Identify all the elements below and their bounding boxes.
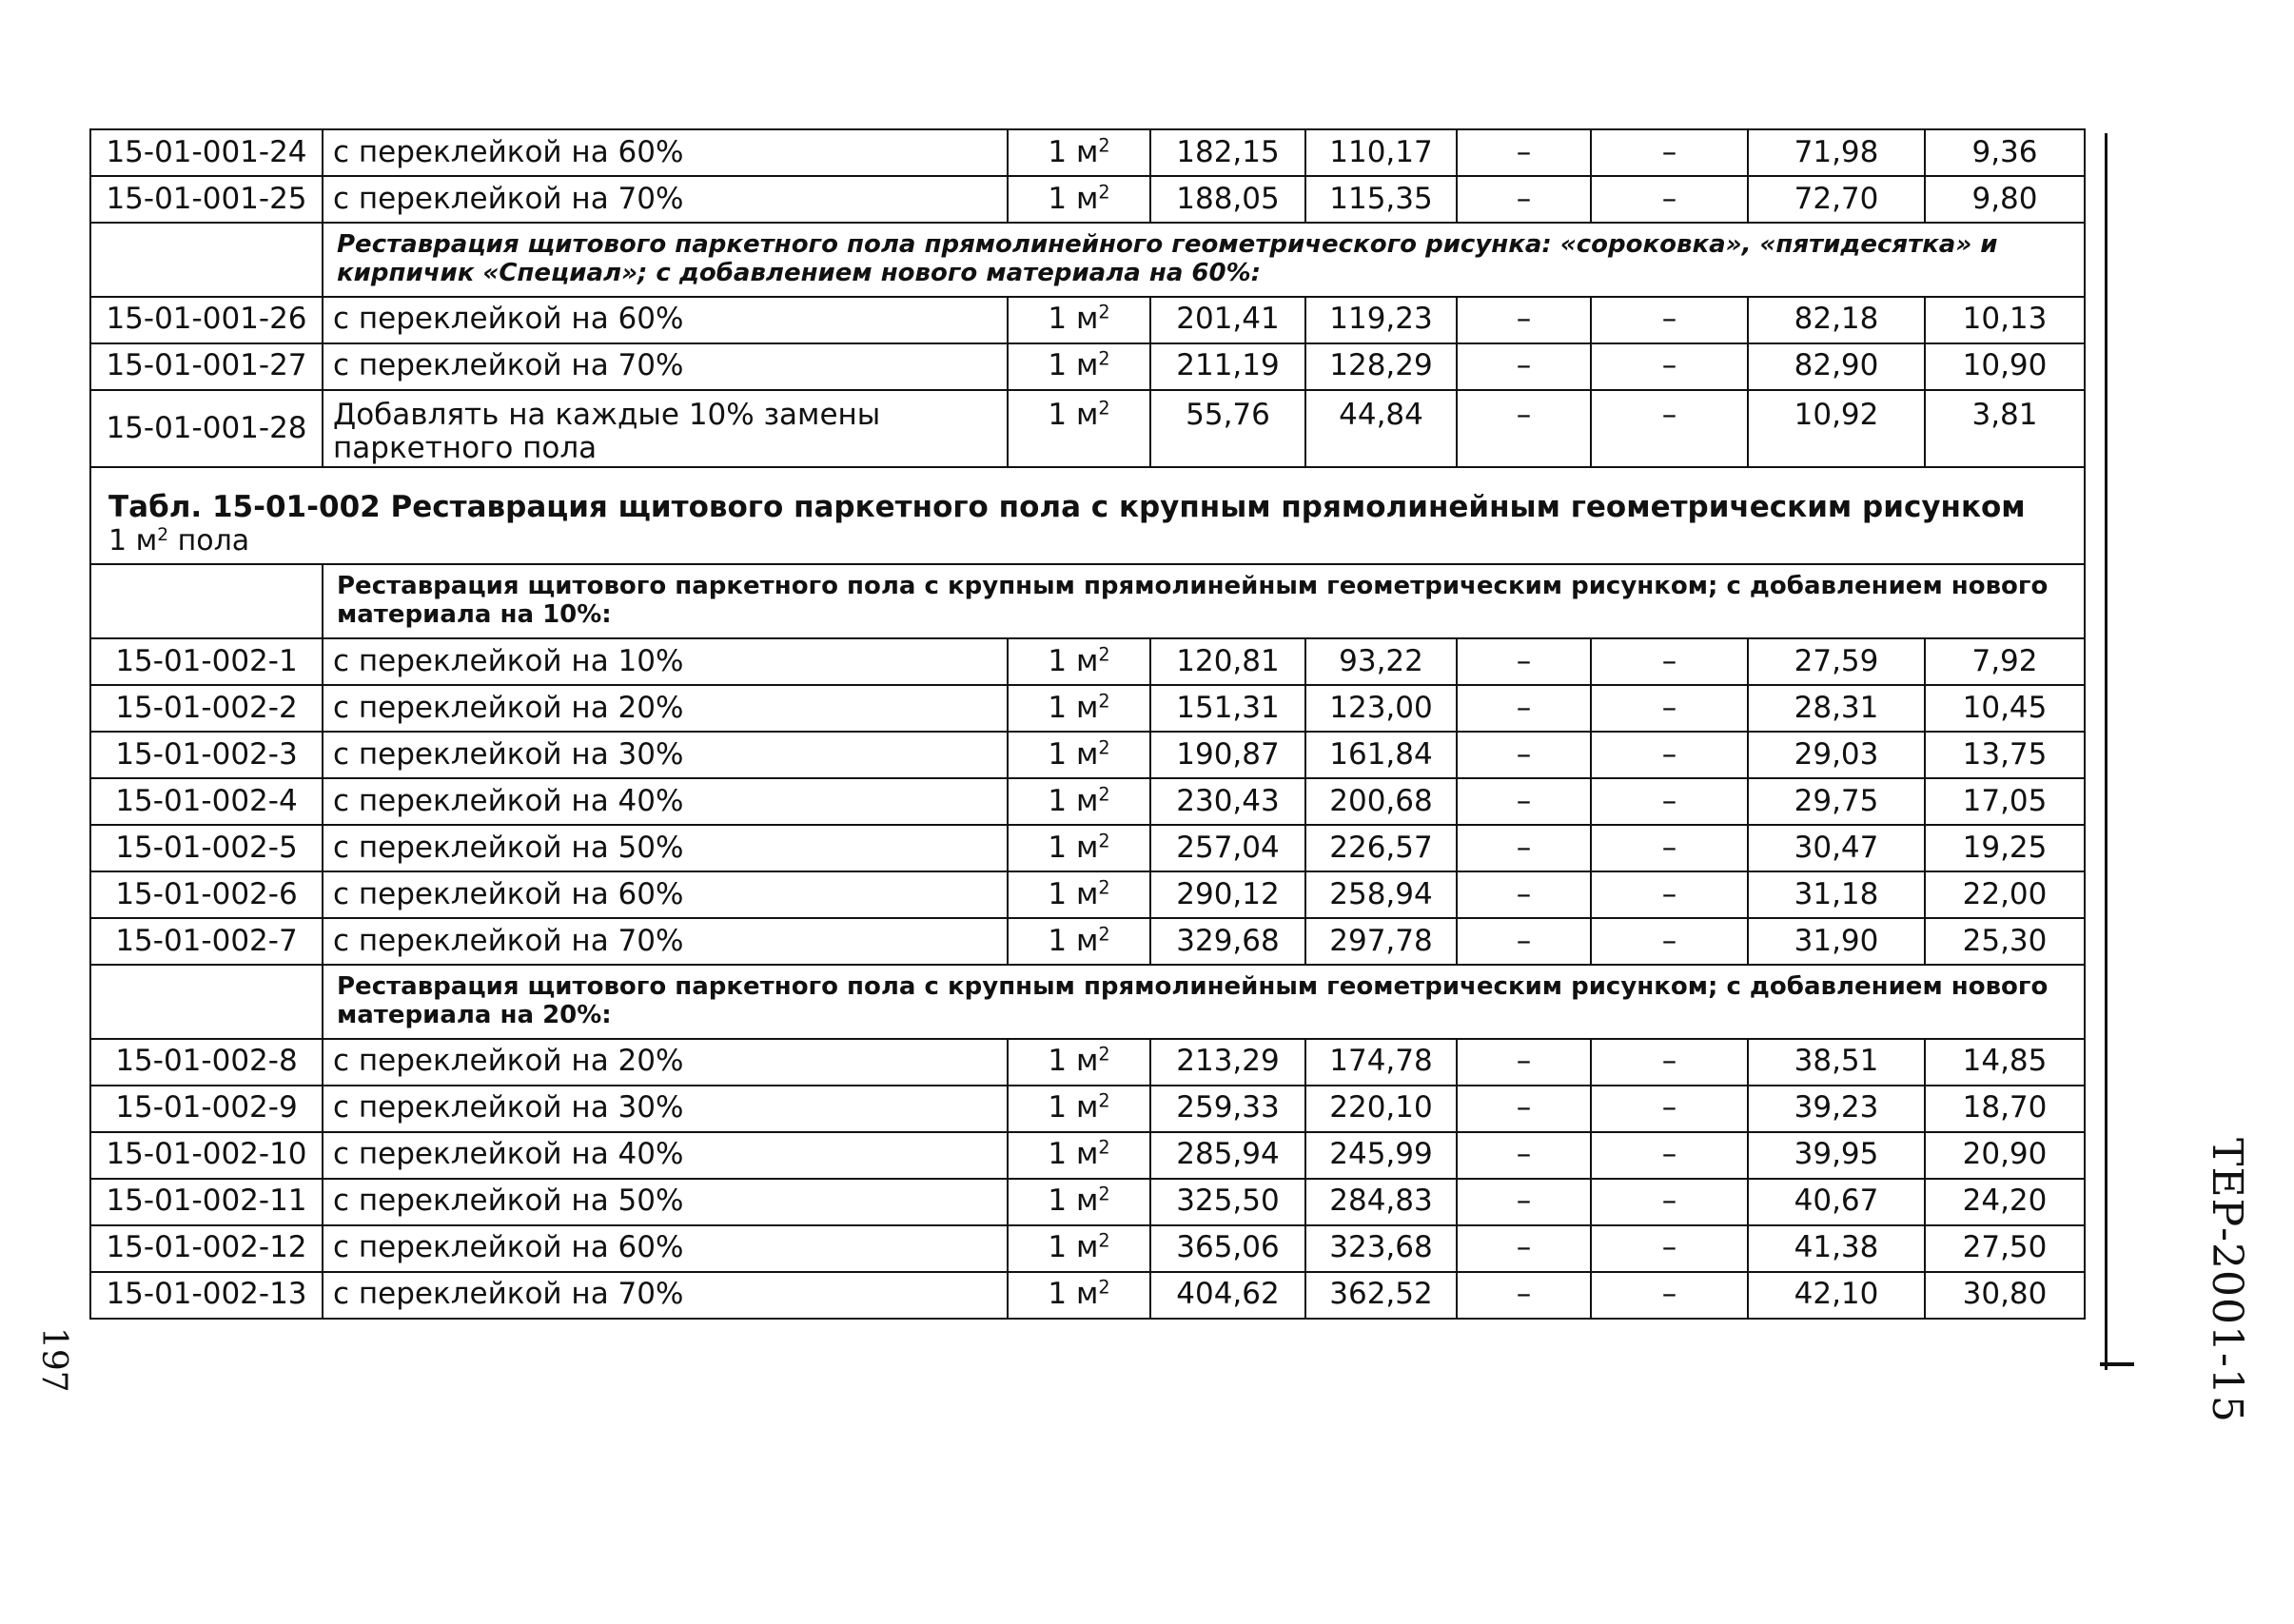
- price-table: [89, 128, 2086, 1320]
- unit-label: 1 м: [1048, 690, 1099, 725]
- section-heading: Реставрация щитового паркетного пола прямолинейного геометрического рисунка: «сороковка», «пятидесятка» и кирпичик «Специал»; с добавлением нового материала на 60%:: [323, 223, 2085, 297]
- unit-label: 1 м: [1048, 923, 1099, 958]
- materials-cost: 42,10: [1748, 1272, 1925, 1319]
- machinist-wages-dash: –: [1591, 176, 1748, 223]
- machine-cost-dash: –: [1457, 685, 1591, 732]
- unit-cell: [1008, 638, 1150, 685]
- table-row: [90, 390, 2085, 467]
- machinist-wages-dash: –: [1591, 1086, 1748, 1132]
- work-description: с переклейкой на 30%: [323, 1086, 1008, 1132]
- materials-cost: 31,90: [1748, 918, 1925, 965]
- work-description: с переклейкой на 50%: [323, 825, 1008, 871]
- materials-cost: 41,38: [1748, 1225, 1925, 1272]
- materials-cost: 39,23: [1748, 1086, 1925, 1132]
- work-description: с переклейкой на 70%: [323, 918, 1008, 965]
- direct-cost: 329,68: [1150, 918, 1305, 965]
- unit-cell: [1008, 1039, 1150, 1086]
- labor-hours: 19,25: [1925, 825, 2085, 871]
- work-description: с переклейкой на 40%: [323, 778, 1008, 825]
- machine-cost-dash: –: [1457, 871, 1591, 918]
- work-description: с переклейкой на 60%: [323, 297, 1008, 343]
- materials-cost: 82,18: [1748, 297, 1925, 343]
- unit-exponent: 2: [1098, 736, 1110, 759]
- labor-wages: 115,35: [1305, 176, 1457, 223]
- table-row: [90, 685, 2085, 732]
- unit-cell: [1008, 297, 1150, 343]
- machine-cost-dash: –: [1457, 918, 1591, 965]
- table-unit-exponent: 2: [157, 524, 169, 545]
- direct-cost: 120,81: [1150, 638, 1305, 685]
- machinist-wages-dash: –: [1591, 825, 1748, 871]
- labor-wages: 174,78: [1305, 1039, 1457, 1086]
- machinist-wages-dash: –: [1591, 343, 1748, 390]
- labor-hours: 30,80: [1925, 1272, 2085, 1319]
- section-heading: Реставрация щитового паркетного пола с крупным прямолинейным геометрическим рисунком; с добавлением нового материала на 20%:: [323, 965, 2085, 1039]
- materials-cost: 30,47: [1748, 825, 1925, 871]
- direct-cost: 285,94: [1150, 1132, 1305, 1179]
- unit-cell: [1008, 1086, 1150, 1132]
- direct-cost: 404,62: [1150, 1272, 1305, 1319]
- labor-hours: 20,90: [1925, 1132, 2085, 1179]
- unit-cell: [1008, 129, 1150, 176]
- labor-wages: 245,99: [1305, 1132, 1457, 1179]
- direct-cost: 188,05: [1150, 176, 1305, 223]
- labor-wages: 220,10: [1305, 1086, 1457, 1132]
- table-row: [90, 732, 2085, 778]
- labor-hours: 17,05: [1925, 778, 2085, 825]
- section-code-empty: [90, 223, 323, 297]
- unit-label: 1 м: [1048, 181, 1099, 216]
- labor-wages: 258,94: [1305, 871, 1457, 918]
- labor-wages: 284,83: [1305, 1179, 1457, 1225]
- machinist-wages-dash: –: [1591, 778, 1748, 825]
- labor-hours: 3,81: [1925, 390, 2085, 467]
- unit-exponent: 2: [1098, 1276, 1110, 1299]
- unit-label: 1 м: [1048, 783, 1099, 818]
- machine-cost-dash: –: [1457, 1086, 1591, 1132]
- direct-cost: 290,12: [1150, 871, 1305, 918]
- table-row: [90, 638, 2085, 685]
- machinist-wages-dash: –: [1591, 871, 1748, 918]
- direct-cost: 190,87: [1150, 732, 1305, 778]
- materials-cost: 27,59: [1748, 638, 1925, 685]
- labor-hours: 14,85: [1925, 1039, 2085, 1086]
- unit-label: 1 м: [1048, 348, 1099, 383]
- work-description: с переклейкой на 20%: [323, 685, 1008, 732]
- work-description: с переклейкой на 70%: [323, 1272, 1008, 1319]
- work-description: с переклейкой на 40%: [323, 1132, 1008, 1179]
- materials-cost: 72,70: [1748, 176, 1925, 223]
- labor-hours: 27,50: [1925, 1225, 2085, 1272]
- machinist-wages-dash: –: [1591, 1039, 1748, 1086]
- machinist-wages-dash: –: [1591, 1272, 1748, 1319]
- table-title-cell: [90, 467, 2085, 564]
- labor-hours: 9,80: [1925, 176, 2085, 223]
- labor-wages: 362,52: [1305, 1272, 1457, 1319]
- labor-hours: 25,30: [1925, 918, 2085, 965]
- machine-cost-dash: –: [1457, 1225, 1591, 1272]
- direct-cost: 151,31: [1150, 685, 1305, 732]
- unit-label: 1 м: [1048, 134, 1099, 169]
- labor-hours: 10,90: [1925, 343, 2085, 390]
- work-description: с переклейкой на 30%: [323, 732, 1008, 778]
- unit-cell: [1008, 1225, 1150, 1272]
- rate-code: 15-01-002-8: [90, 1039, 323, 1086]
- unit-exponent: 2: [1098, 690, 1110, 713]
- section-row: [90, 223, 2085, 297]
- labor-hours: 9,36: [1925, 129, 2085, 176]
- section-code-empty: [90, 564, 323, 638]
- work-description: с переклейкой на 70%: [323, 343, 1008, 390]
- unit-label: 1 м: [1048, 1277, 1099, 1312]
- unit-cell: [1008, 1132, 1150, 1179]
- unit-label: 1 м: [1048, 1044, 1099, 1079]
- table-row: [90, 1225, 2085, 1272]
- unit-cell: [1008, 825, 1150, 871]
- table-title-row: [90, 467, 2085, 564]
- unit-exponent: 2: [1098, 830, 1110, 852]
- unit-exponent: 2: [1098, 181, 1110, 204]
- rate-code: 15-01-002-1: [90, 638, 323, 685]
- direct-cost: 55,76: [1150, 390, 1305, 467]
- table-row: [90, 871, 2085, 918]
- table-title: Табл. 15-01-002 Реставрация щитового паркетного пола с крупным прямолинейным геометрическим рисунком: [108, 490, 2026, 525]
- unit-cell: [1008, 1179, 1150, 1225]
- work-description: с переклейкой на 70%: [323, 176, 1008, 223]
- labor-wages: 200,68: [1305, 778, 1457, 825]
- materials-cost: 10,92: [1748, 390, 1925, 467]
- machine-cost-dash: –: [1457, 176, 1591, 223]
- rate-code: 15-01-002-13: [90, 1272, 323, 1319]
- labor-wages: 323,68: [1305, 1225, 1457, 1272]
- machine-cost-dash: –: [1457, 1039, 1591, 1086]
- unit-exponent: 2: [1098, 783, 1110, 806]
- machinist-wages-dash: –: [1591, 732, 1748, 778]
- unit-cell: [1008, 685, 1150, 732]
- unit-exponent: 2: [1098, 876, 1110, 899]
- unit-cell: [1008, 732, 1150, 778]
- machine-cost-dash: –: [1457, 778, 1591, 825]
- materials-cost: 38,51: [1748, 1039, 1925, 1086]
- labor-wages: 44,84: [1305, 390, 1457, 467]
- unit-label: 1 м: [1048, 736, 1099, 772]
- unit-exponent: 2: [1098, 397, 1110, 420]
- unit-label: 1 м: [1048, 1230, 1099, 1265]
- rate-code: 15-01-001-27: [90, 343, 323, 390]
- labor-hours: 22,00: [1925, 871, 2085, 918]
- machine-cost-dash: –: [1457, 825, 1591, 871]
- machinist-wages-dash: –: [1591, 1225, 1748, 1272]
- materials-cost: 71,98: [1748, 129, 1925, 176]
- materials-cost: 82,90: [1748, 343, 1925, 390]
- table-row: [90, 778, 2085, 825]
- rate-code: 15-01-001-25: [90, 176, 323, 223]
- unit-exponent: 2: [1098, 347, 1110, 370]
- unit-exponent: 2: [1098, 1229, 1110, 1252]
- unit-label: 1 м: [1048, 397, 1099, 432]
- table-row: [90, 1039, 2085, 1086]
- table-measure-unit: [108, 525, 2074, 558]
- table-row: [90, 129, 2085, 176]
- labor-hours: 13,75: [1925, 732, 2085, 778]
- rate-code: 15-01-002-2: [90, 685, 323, 732]
- table-row: [90, 297, 2085, 343]
- unit-cell: [1008, 176, 1150, 223]
- unit-label: 1 м: [1048, 1090, 1099, 1125]
- unit-exponent: 2: [1098, 1136, 1110, 1159]
- rate-code: 15-01-002-3: [90, 732, 323, 778]
- machine-cost-dash: –: [1457, 297, 1591, 343]
- machine-cost-dash: –: [1457, 390, 1591, 467]
- machinist-wages-dash: –: [1591, 1179, 1748, 1225]
- machine-cost-dash: –: [1457, 1272, 1591, 1319]
- direct-cost: 230,43: [1150, 778, 1305, 825]
- labor-hours: 24,20: [1925, 1179, 2085, 1225]
- unit-exponent: 2: [1098, 301, 1110, 323]
- labor-wages: 119,23: [1305, 297, 1457, 343]
- labor-hours: 10,13: [1925, 297, 2085, 343]
- machine-cost-dash: –: [1457, 1179, 1591, 1225]
- labor-wages: 93,22: [1305, 638, 1457, 685]
- unit-label: 1 м: [1048, 830, 1099, 865]
- unit-cell: [1008, 390, 1150, 467]
- machine-cost-dash: –: [1457, 732, 1591, 778]
- work-description: с переклейкой на 60%: [323, 871, 1008, 918]
- unit-exponent: 2: [1098, 1089, 1110, 1112]
- rate-code: 15-01-002-9: [90, 1086, 323, 1132]
- section-row: [90, 564, 2085, 638]
- unit-label: 1 м: [1048, 1184, 1099, 1219]
- unit-cell: [1008, 871, 1150, 918]
- section-code-empty: [90, 965, 323, 1039]
- unit-exponent: 2: [1098, 923, 1110, 946]
- work-description: с переклейкой на 10%: [323, 638, 1008, 685]
- labor-wages: 226,57: [1305, 825, 1457, 871]
- direct-cost: 257,04: [1150, 825, 1305, 871]
- unit-cell: [1008, 343, 1150, 390]
- machinist-wages-dash: –: [1591, 638, 1748, 685]
- rate-code: 15-01-002-10: [90, 1132, 323, 1179]
- unit-cell: [1008, 1272, 1150, 1319]
- labor-wages: 128,29: [1305, 343, 1457, 390]
- table-unit-prefix: 1 м: [108, 523, 158, 558]
- labor-hours: 18,70: [1925, 1086, 2085, 1132]
- rate-code: 15-01-001-26: [90, 297, 323, 343]
- direct-cost: 365,06: [1150, 1225, 1305, 1272]
- section-row: [90, 965, 2085, 1039]
- unit-exponent: 2: [1098, 1043, 1110, 1066]
- table-row: [90, 918, 2085, 965]
- materials-cost: 29,03: [1748, 732, 1925, 778]
- table-row: [90, 1086, 2085, 1132]
- materials-cost: 31,18: [1748, 871, 1925, 918]
- rate-code: 15-01-001-28: [90, 390, 323, 467]
- materials-cost: 29,75: [1748, 778, 1925, 825]
- direct-cost: 201,41: [1150, 297, 1305, 343]
- machine-cost-dash: –: [1457, 343, 1591, 390]
- rate-code: 15-01-002-7: [90, 918, 323, 965]
- direct-cost: 182,15: [1150, 129, 1305, 176]
- direct-cost: 211,19: [1150, 343, 1305, 390]
- table-row: [90, 343, 2085, 390]
- table-body: [90, 129, 2085, 1319]
- unit-exponent: 2: [1098, 1183, 1110, 1205]
- rate-code: 15-01-002-5: [90, 825, 323, 871]
- labor-hours: 10,45: [1925, 685, 2085, 732]
- machinist-wages-dash: –: [1591, 685, 1748, 732]
- rate-code: 15-01-002-6: [90, 871, 323, 918]
- labor-wages: 297,78: [1305, 918, 1457, 965]
- machinist-wages-dash: –: [1591, 918, 1748, 965]
- unit-exponent: 2: [1098, 643, 1110, 666]
- rate-code: 15-01-002-4: [90, 778, 323, 825]
- margin-rule-tick: [2100, 1362, 2134, 1366]
- unit-exponent: 2: [1098, 134, 1110, 157]
- machinist-wages-dash: –: [1591, 129, 1748, 176]
- labor-wages: 161,84: [1305, 732, 1457, 778]
- table-row: [90, 176, 2085, 223]
- labor-wages: 110,17: [1305, 129, 1457, 176]
- labor-hours: 7,92: [1925, 638, 2085, 685]
- rate-code: 15-01-002-12: [90, 1225, 323, 1272]
- unit-cell: [1008, 918, 1150, 965]
- direct-cost: 325,50: [1150, 1179, 1305, 1225]
- direct-cost: 213,29: [1150, 1039, 1305, 1086]
- work-description: с переклейкой на 20%: [323, 1039, 1008, 1086]
- unit-label: 1 м: [1048, 876, 1099, 911]
- rate-code: 15-01-001-24: [90, 129, 323, 176]
- table-row: [90, 825, 2085, 871]
- work-description: с переклейкой на 60%: [323, 1225, 1008, 1272]
- table-row: [90, 1179, 2085, 1225]
- machine-cost-dash: –: [1457, 1132, 1591, 1179]
- unit-label: 1 м: [1048, 1137, 1099, 1172]
- materials-cost: 40,67: [1748, 1179, 1925, 1225]
- unit-cell: [1008, 778, 1150, 825]
- rate-code: 15-01-002-11: [90, 1179, 323, 1225]
- machinist-wages-dash: –: [1591, 390, 1748, 467]
- machinist-wages-dash: –: [1591, 297, 1748, 343]
- unit-label: 1 м: [1048, 643, 1099, 678]
- work-description: Добавлять на каждые 10% замены паркетного пола: [323, 390, 1008, 467]
- materials-cost: 28,31: [1748, 685, 1925, 732]
- labor-wages: 123,00: [1305, 685, 1457, 732]
- materials-cost: 39,95: [1748, 1132, 1925, 1179]
- work-description: с переклейкой на 50%: [323, 1179, 1008, 1225]
- machine-cost-dash: –: [1457, 129, 1591, 176]
- table-unit-suffix: пола: [168, 523, 250, 558]
- document-code: ТЕР-2001-15: [2203, 1138, 2251, 1423]
- table-row: [90, 1272, 2085, 1319]
- direct-cost: 259,33: [1150, 1086, 1305, 1132]
- work-description: с переклейкой на 60%: [323, 129, 1008, 176]
- margin-rule: [2105, 133, 2108, 1370]
- unit-label: 1 м: [1048, 302, 1099, 337]
- table-row: [90, 1132, 2085, 1179]
- section-heading: Реставрация щитового паркетного пола с крупным прямолинейным геометрическим рисунком; с добавлением нового материала на 10%:: [323, 564, 2085, 638]
- page-number: 197: [34, 1327, 73, 1393]
- machine-cost-dash: –: [1457, 638, 1591, 685]
- machinist-wages-dash: –: [1591, 1132, 1748, 1179]
